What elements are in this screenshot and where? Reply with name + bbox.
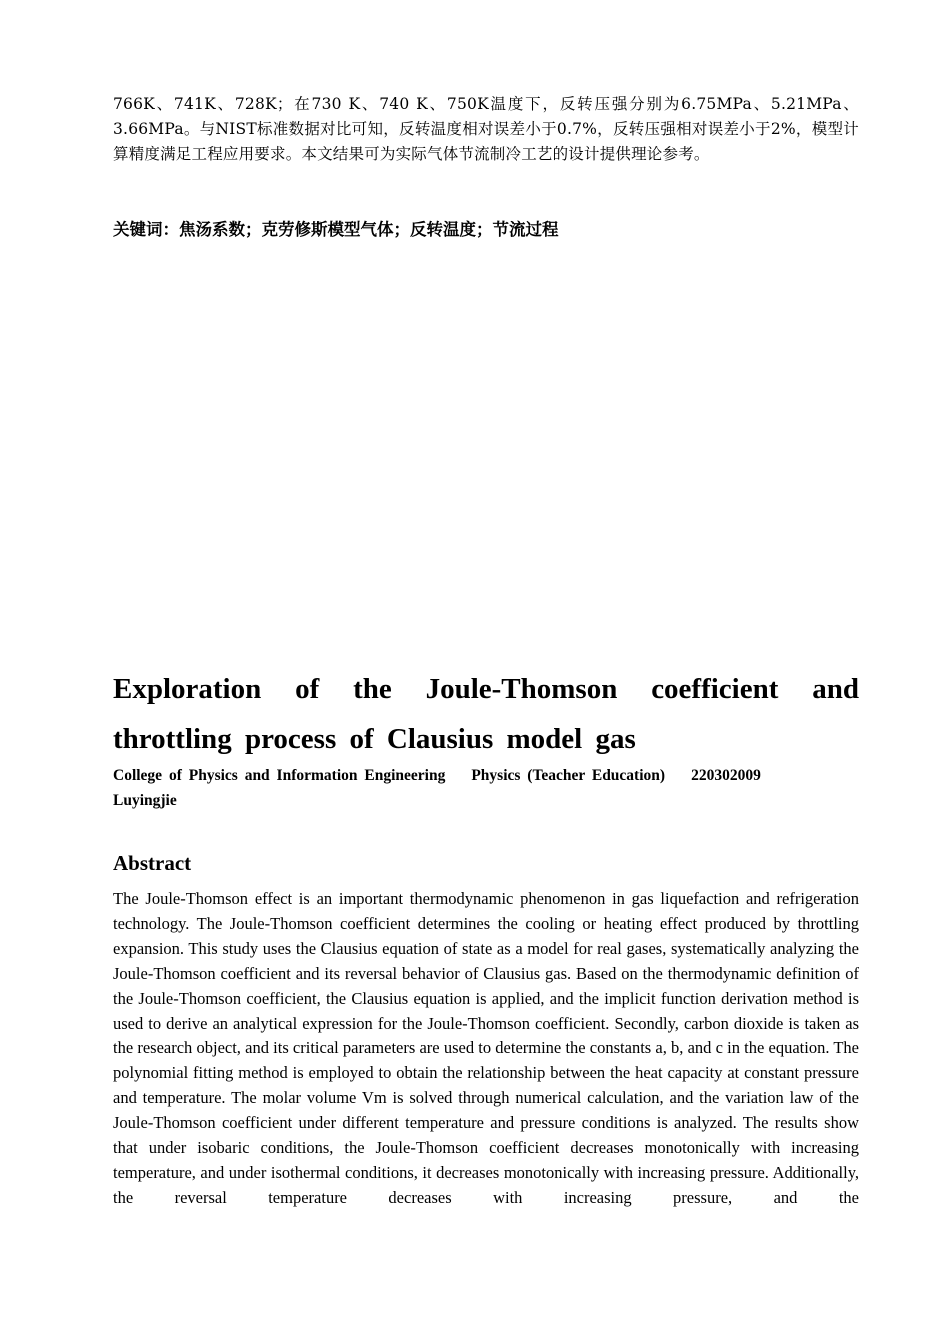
chinese-abstract-paragraph: 766K、741K、728K；在730 K、740 K、750K温度下，反转压强分别为6.75MPa、5.21MPa、3.66MPa。与NIST标准数据对比可知，反转温度相对误差小于0.7%，反转压强相对误差小于2%，模型计算精度满足工程应用要求。本文结果可为实际气体节流制冷工艺的设计提供理论参考。: [113, 95, 859, 163]
abstract-heading: Abstract: [113, 851, 192, 875]
author-college: College of Physics and Information Engineering: [113, 767, 446, 784]
english-title-line-2: throttling process of Clausius model gas: [113, 723, 636, 755]
chinese-keywords: 关键词：焦汤系数；克劳修斯模型气体；反转温度；节流过程: [113, 220, 559, 239]
english-title: [113, 664, 859, 764]
abstract-body: The Joule-Thomson effect is an important thermodynamic phenomenon in gas liquefaction and refrigeration technology. The Joule-Thomson coefficient determines the cooling or heating effect produced by throttling expansion. This study uses the Clausius equation of state as a model for real gases, systematically analyzing the Joule-Thomson coefficient and its reversal behavior of Clausius gas. Based on the thermodynamic definition of the Joule-Thomson coefficient, the Clausius equation is applied, and the implicit function derivation method is used to derive an analytical expression for the Joule-Thomson coefficient. Secondly, carbon dioxide is taken as the research object, and its critical parameters are used to determine the constants a, b, and c in the equation. The polynomial fitting method is employed to obtain the relationship between the heat capacity at constant pressure and temperature. The molar volume Vm is solved through numerical calculation, and the variation law of the Joule-Thomson coefficient under different temperature and pressure conditions is analyzed. The results show that under isobaric conditions, the Joule-Thomson coefficient decreases monotonically with increasing temperature, and under isothermal conditions, it decreases monotonically with increasing pressure. Additionally, the reversal temperature decreases with increasing pressure, and the: [113, 889, 859, 1207]
author-student-id: 220302009: [691, 767, 761, 784]
author-name: Luyingjie: [113, 792, 177, 809]
document-page: [113, 0, 859, 1344]
english-title-line-1: Exploration of the Joule-Thomson coefficient and: [113, 673, 859, 705]
author-info: [113, 763, 859, 813]
author-major: Physics (Teacher Education): [471, 767, 666, 784]
